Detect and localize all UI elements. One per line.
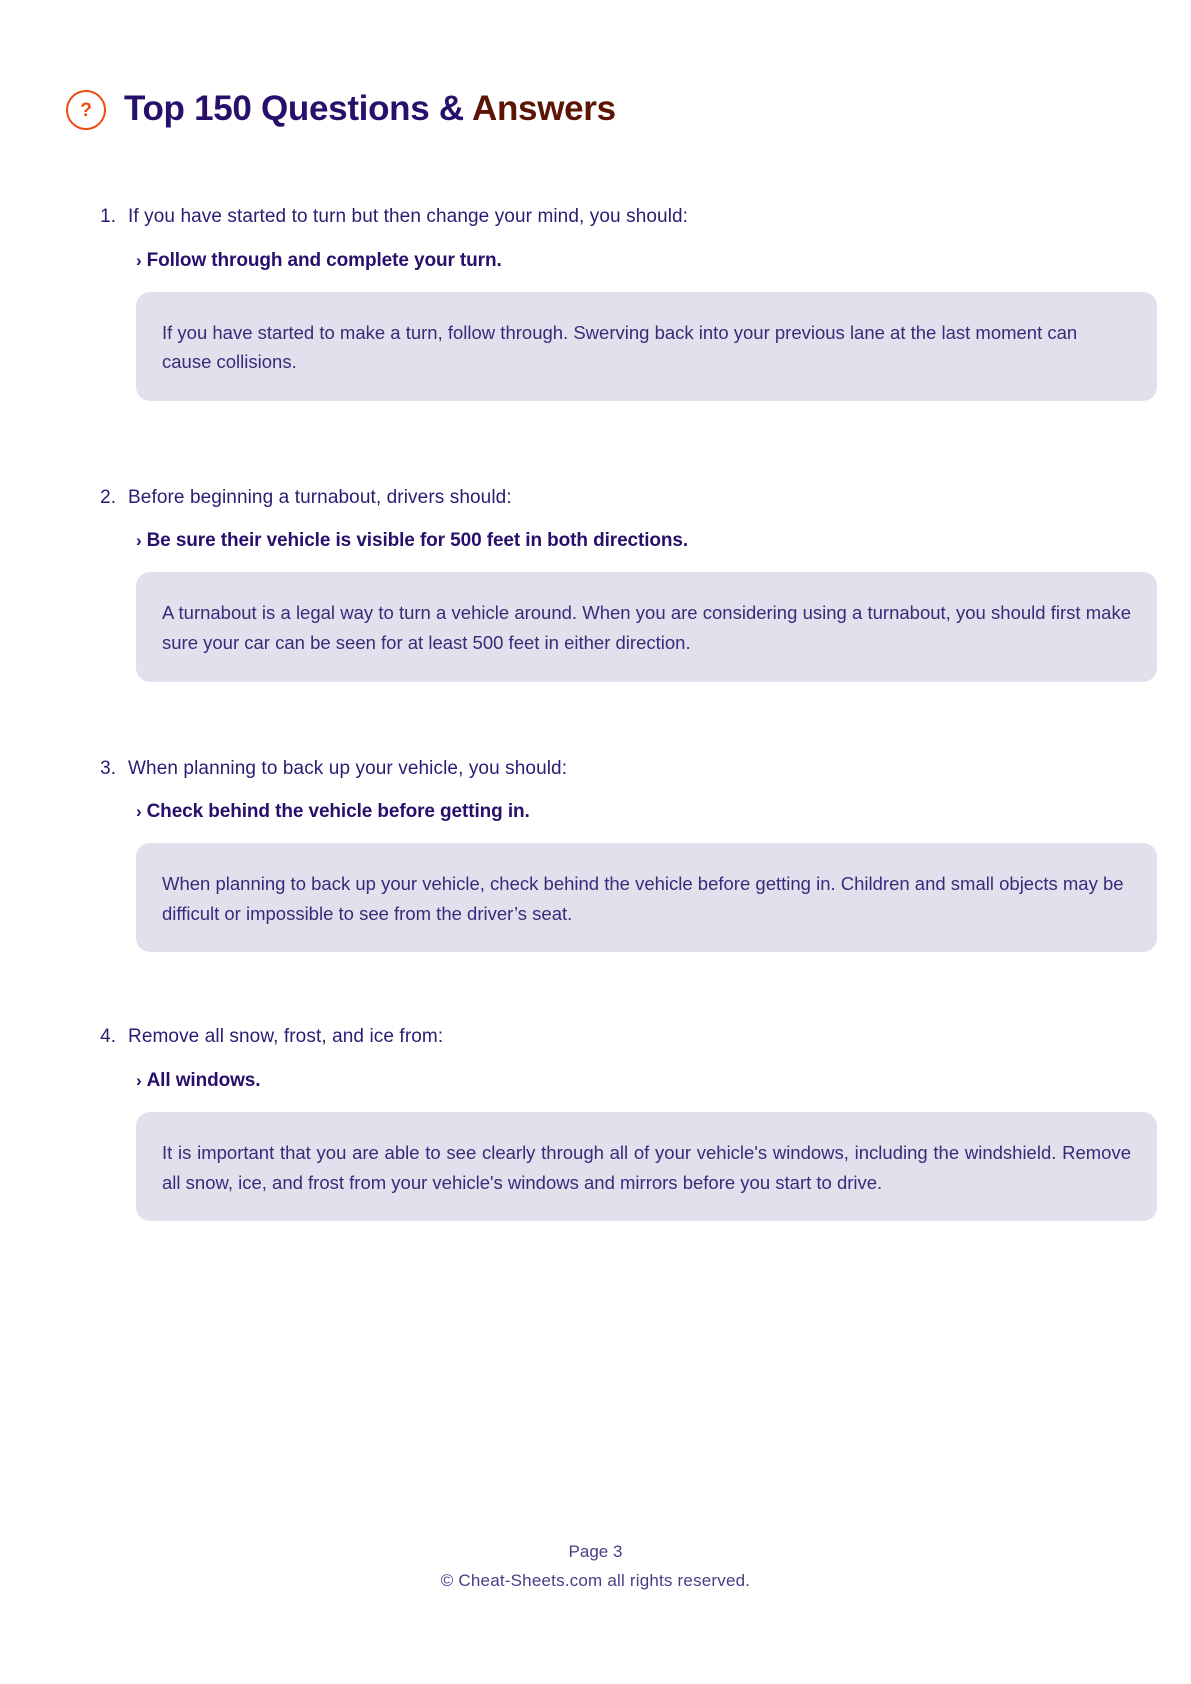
chevron-right-icon: › — [136, 250, 142, 270]
answer-text: All windows. — [146, 1070, 261, 1091]
question-text: If you have started to turn but then change your mind, you should: — [128, 205, 689, 227]
explanation-box: It is important that you are able to see clearly through all of your vehicle's windows, including the windshield. Remove all snow, ice, and frost from your vehicle's windows and mirrors before you start to drive. — [136, 1112, 1157, 1221]
answer-row — [136, 1070, 1191, 1092]
qa-item — [0, 1024, 1191, 1221]
chevron-right-icon: › — [136, 531, 142, 551]
chevron-right-icon: › — [136, 1071, 142, 1090]
qa-item — [0, 756, 1191, 953]
qa-item — [0, 485, 1191, 682]
question-text: Remove all snow, frost, and ice from: — [128, 1026, 444, 1048]
page-title-secondary: Answers — [471, 89, 616, 129]
page-header — [0, 0, 1191, 150]
explanation-box: When planning to back up your vehicle, check behind the vehicle before getting in. Children and small objects may be difficult or impossible to see from the driver’s seat. — [136, 843, 1157, 952]
answer-row — [136, 530, 1191, 552]
svg-text:?: ? — [80, 99, 92, 121]
question-text: When planning to back up your vehicle, you should: — [128, 757, 568, 779]
explanation-box: If you have started to make a turn, follow through. Swerving back into your previous lane at the last moment can cause collisions. — [136, 292, 1157, 401]
answer-text: Follow through and complete your turn. — [146, 249, 502, 271]
qa-item — [0, 204, 1191, 401]
question-number: 1. — [100, 205, 116, 227]
questions-list — [0, 204, 1191, 1221]
question-number: 2. — [100, 486, 116, 508]
spacer — [0, 401, 1191, 485]
answer-row — [136, 250, 1191, 272]
spacer — [0, 952, 1191, 1024]
question-number: 3. — [100, 757, 116, 779]
question-mark-circle-icon — [66, 90, 106, 130]
explanation-box: A turnabout is a legal way to turn a vehicle around. When you are considering using a turnabout, you should first make sure your car can be seen for at least 500 feet in either direction. — [136, 572, 1157, 681]
copyright-label: © Cheat-Sheets.com all rights reserved. — [440, 1571, 751, 1591]
spacer — [0, 682, 1191, 756]
page-number-label: Page 3 — [568, 1541, 623, 1561]
question-number: 4. — [100, 1026, 116, 1048]
answer-text: Be sure their vehicle is visible for 500 feet in both directions. — [146, 530, 689, 552]
page-title — [124, 89, 616, 129]
answer-row — [136, 801, 1191, 823]
page-footer — [0, 1537, 1191, 1597]
page-title-primary: Top 150 Questions & — [124, 89, 464, 129]
chevron-right-icon: › — [136, 802, 142, 822]
answer-text: Check behind the vehicle before getting in. — [146, 801, 530, 823]
question-text: Before beginning a turnabout, drivers should: — [128, 486, 512, 508]
